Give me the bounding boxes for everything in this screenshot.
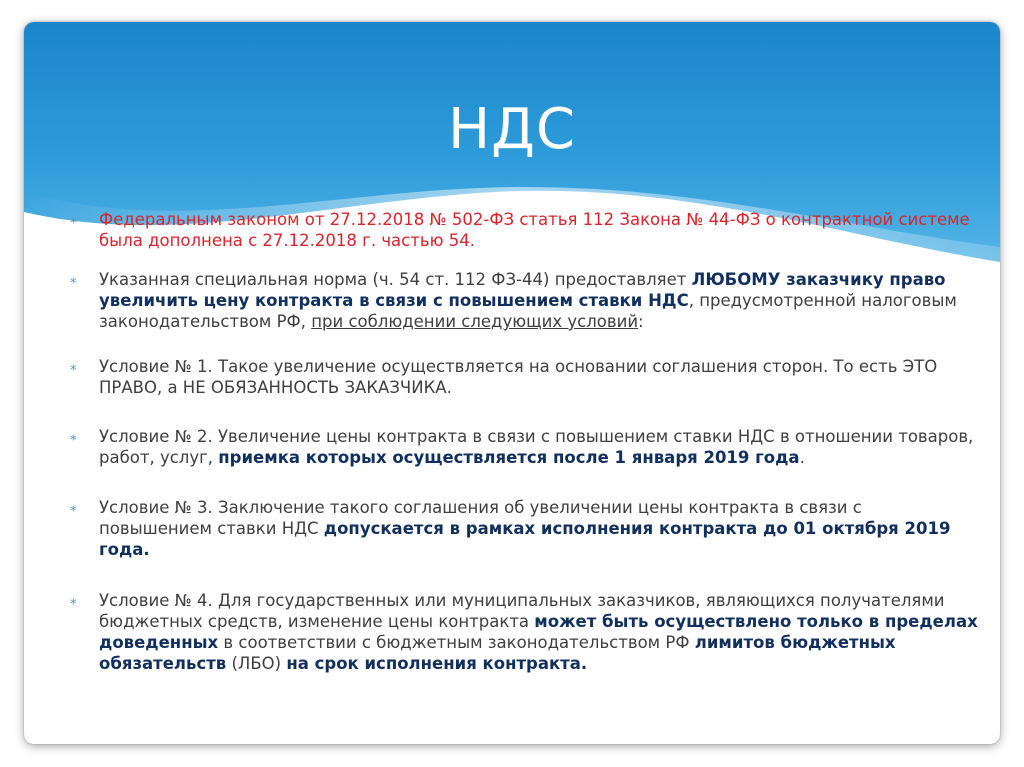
bullet-text: , предусмотренной налоговым законодательством РФ, xyxy=(99,291,957,331)
bullet-text: в соответствии с бюджетным законодательством РФ xyxy=(218,633,695,652)
bullet-federal-law xyxy=(70,209,979,251)
slide xyxy=(24,22,1000,744)
bullet-text: Условие № 1. Такое увеличение осуществляется на основании соглашения сторон. То есть ЭТО ПРАВО, а НЕ ОБЯЗАННОСТЬ ЗАКАЗЧИКА. xyxy=(99,357,938,397)
bullet-special-norm xyxy=(70,269,979,332)
bullet-emphasis: приемка которых осуществляется после 1 января 2019 года xyxy=(218,448,800,467)
bullet-marker-icon: ⁎ xyxy=(70,212,77,227)
bullet-underlined: при соблюдении следующих условий xyxy=(311,312,639,331)
bullet-emphasis: ЛЮБОМУ заказчику право увеличить цену контракта в связи с повышением ставки НДС xyxy=(99,270,946,310)
bullet-marker-icon: ⁎ xyxy=(70,429,77,444)
bullet-marker-icon: ⁎ xyxy=(70,593,77,608)
bullet-text: Условие № 2. Увеличение цены контракта в связи с повышением ставки НДС в отношении товаров, работ, услуг, xyxy=(99,427,974,467)
bullet-text: . xyxy=(799,448,805,467)
bullet-emphasis: лимитов бюджетных обязательств xyxy=(99,633,896,673)
slide-title: НДС xyxy=(448,97,576,162)
bullet-text: : xyxy=(638,312,644,331)
bullet-condition-2 xyxy=(70,426,979,468)
bullet-marker-icon: ⁎ xyxy=(70,500,77,515)
bullet-text: (ЛБО) xyxy=(226,654,287,673)
bullet-marker-icon: ⁎ xyxy=(70,359,77,374)
bullet-emphasis: на срок исполнения контракта. xyxy=(286,654,588,673)
bullet-condition-1 xyxy=(70,356,979,398)
bullet-text: Указанная специальная норма (ч. 54 ст. 112 ФЗ-44) предоставляет xyxy=(99,270,692,289)
bullet-marker-icon: ⁎ xyxy=(70,272,77,287)
bullet-text: Условие № 4. Для государственных или муниципальных заказчиков, являющихся получателями бюджетных средств, изменение цены контракта xyxy=(99,591,945,631)
bullet-list xyxy=(70,209,979,674)
bullet-text: Федеральным законом от 27.12.2018 № 502-ФЗ статья 112 Закона № 44-ФЗ о контрактной системе была дополнена с 27.12.2018 г. частью 54. xyxy=(99,210,970,250)
bullet-condition-4 xyxy=(70,590,979,674)
bullet-text: Условие № 3. Заключение такого соглашения об увеличении цены контракта в связи с повышением ставки НДС xyxy=(99,498,862,538)
bullet-emphasis: может быть осуществлено только в пределах доведенных xyxy=(99,612,978,652)
bullet-emphasis: допускается в рамках исполнения контракта до 01 октября 2019 года. xyxy=(99,519,951,559)
bullet-condition-3 xyxy=(70,497,979,560)
